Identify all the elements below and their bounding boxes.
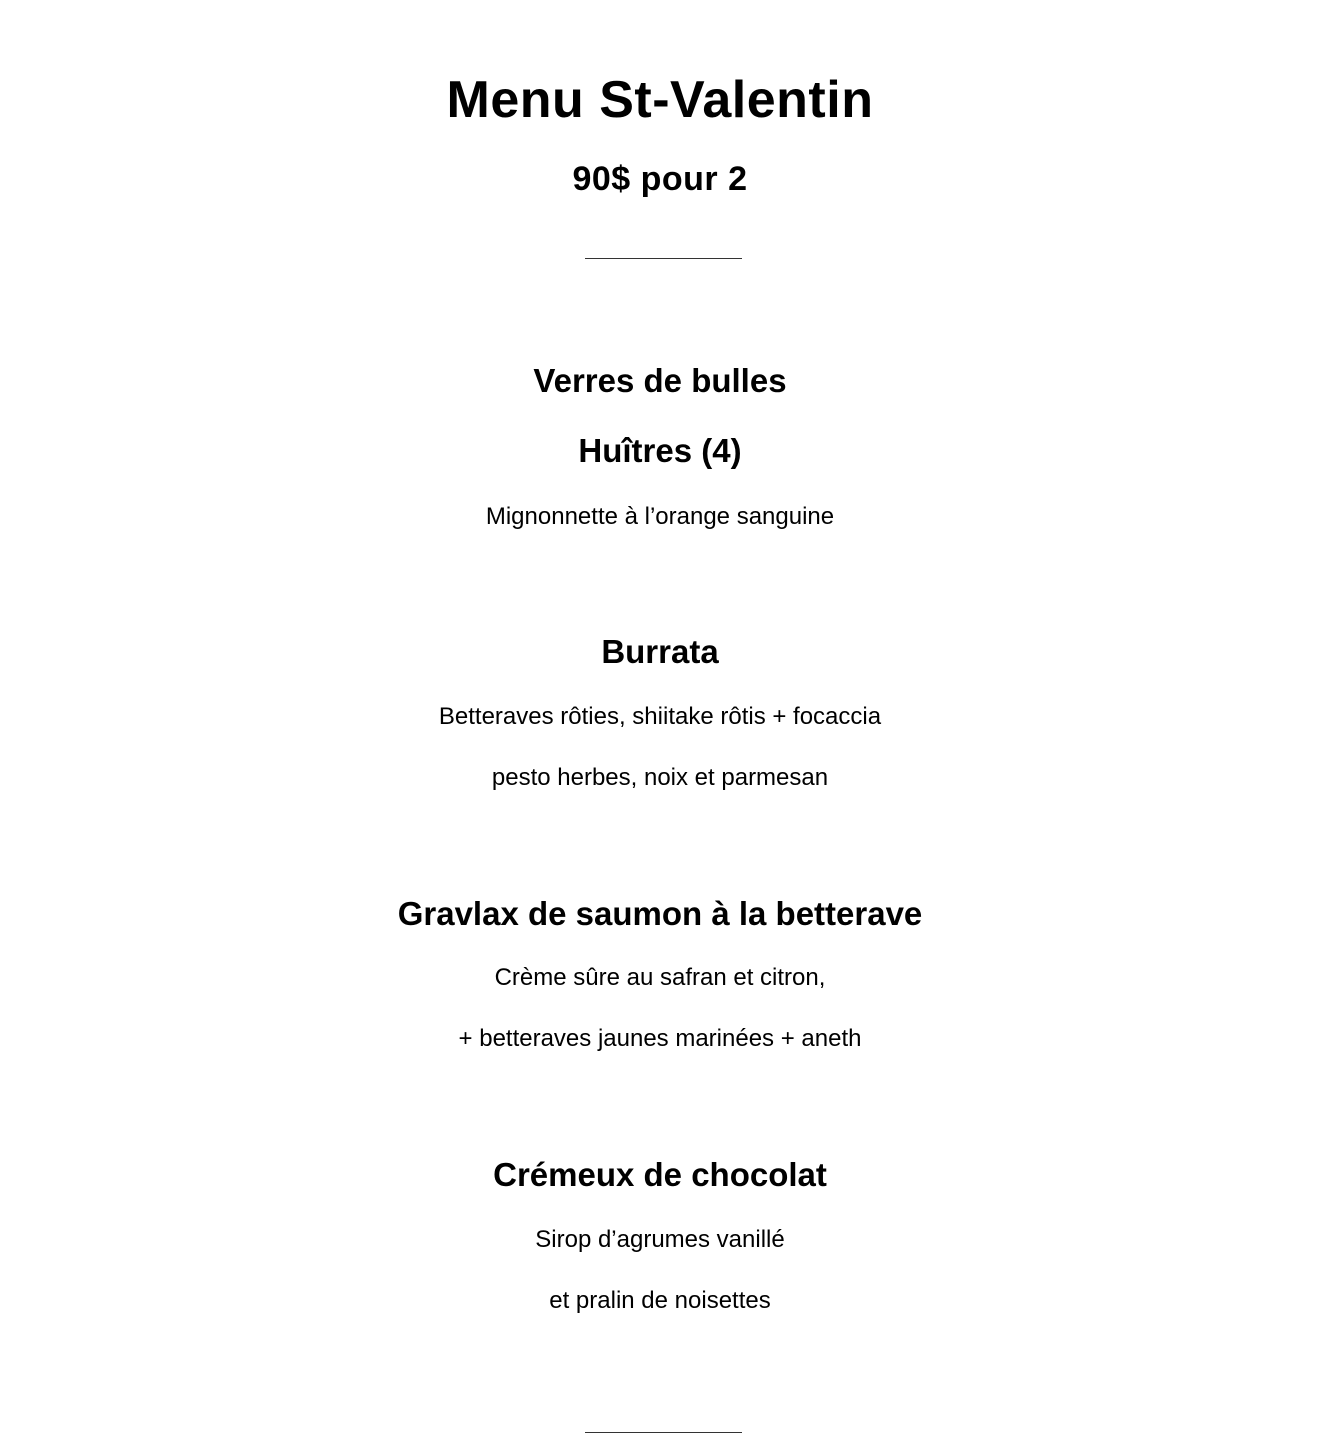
course-title-oysters: Huîtres (4) (578, 432, 742, 469)
course-title-bubbles: Verres de bulles (533, 362, 787, 399)
menu-title: Menu St-Valentin (446, 71, 874, 129)
course-title-chocolate: Crémeux de chocolat (493, 1156, 827, 1193)
course-description-chocolate-line-2: et pralin de noisettes (549, 1287, 771, 1314)
course-description-gravlax-line-2: + betteraves jaunes marinées + aneth (458, 1025, 862, 1052)
course-description-chocolate-line-1: Sirop d’agrumes vanillé (535, 1226, 785, 1253)
course-description-burrata-line-2: pesto herbes, noix et parmesan (491, 764, 829, 791)
course-description-gravlax-line-1: Crème sûre au safran et citron, (494, 964, 826, 991)
divider-bottom (585, 1432, 742, 1433)
menu-price: 90$ pour 2 (572, 160, 748, 198)
course-title-gravlax: Gravlax de saumon à la betterave (397, 895, 923, 932)
course-description-oysters: Mignonnette à l’orange sanguine (485, 503, 835, 530)
divider-top (585, 258, 742, 259)
course-title-burrata: Burrata (601, 633, 719, 670)
course-description-burrata-line-1: Betteraves rôties, shiitake rôtis + focaccia (438, 703, 882, 730)
